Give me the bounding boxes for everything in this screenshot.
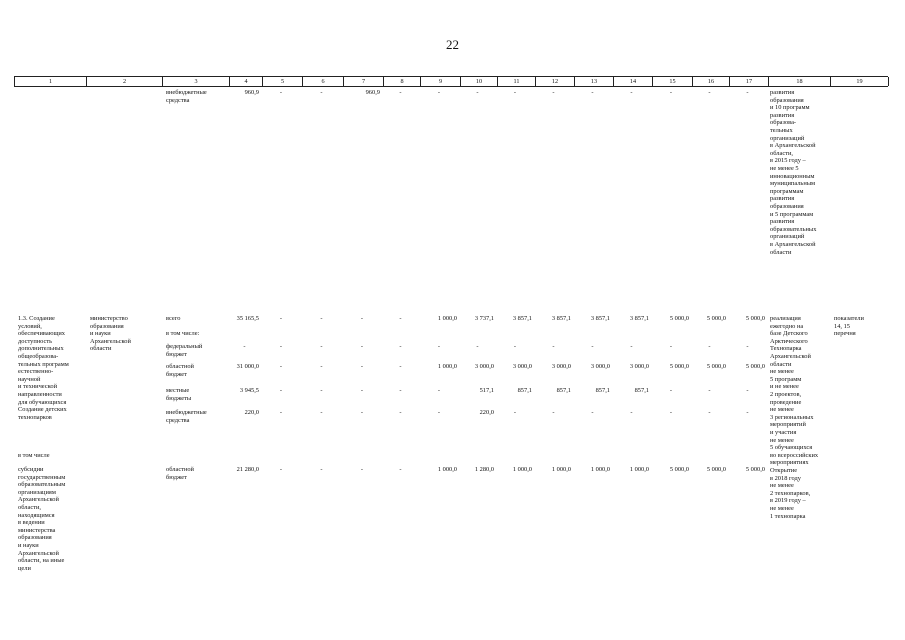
- measure-row-value: 3 857,1: [590, 315, 610, 322]
- measure-row-value: -: [513, 343, 517, 350]
- header-col-9: 9: [420, 77, 460, 86]
- subsidy-value: 1 000,0: [551, 466, 571, 473]
- measure-row-value: 5 000,0: [706, 315, 726, 322]
- measure-row-value: -: [320, 387, 323, 394]
- measure-row-value: -: [399, 315, 402, 322]
- measure-name: обеспечивающих: [18, 330, 66, 338]
- measure-row-value: 5 000,0: [669, 315, 689, 322]
- result-text: и участия: [770, 429, 797, 436]
- subsidy-name: в ведении: [18, 519, 45, 527]
- measure-row-value: 5 000,0: [745, 363, 765, 370]
- source-label: местные: [166, 387, 190, 394]
- measure-row-value: -: [746, 409, 749, 416]
- top-result-text: развития: [770, 89, 795, 96]
- measure-name: условий,: [18, 322, 42, 330]
- measure-row-value: -: [746, 387, 749, 394]
- subsidy-name: и науки: [18, 542, 39, 549]
- page-number: 22: [446, 37, 459, 52]
- executor-name: министерство: [90, 315, 128, 322]
- measure-row-value: -: [708, 409, 711, 416]
- top-result-text: не менее 5: [770, 165, 799, 172]
- header-col-6: 6: [302, 77, 343, 86]
- top-result-text: развития: [770, 195, 795, 203]
- indicators-text: 14, 15: [834, 322, 850, 330]
- measure-row-value: 857,1: [634, 387, 649, 394]
- measure-row-value: -: [360, 315, 364, 322]
- top-row-value: -: [513, 89, 517, 96]
- top-result-text: организаций: [770, 233, 805, 241]
- header-col-15: 15: [652, 77, 692, 86]
- measure-row-value: -: [279, 343, 283, 350]
- top-result-text: в Архангельской: [770, 142, 816, 150]
- source-label: средства: [166, 96, 190, 104]
- top-row-value: 960,9: [244, 89, 259, 96]
- measure-row-value: -: [360, 343, 364, 350]
- result-text: Архангельской: [770, 353, 811, 360]
- source-label: областной: [166, 363, 194, 370]
- measure-row-value: -: [630, 409, 633, 416]
- top-result-text: тельных: [770, 127, 793, 134]
- subsidy-name: государственным: [18, 473, 66, 481]
- result-text: Арктического: [770, 337, 808, 345]
- measure-row-value: -: [399, 387, 402, 394]
- top-row-value: -: [630, 89, 633, 96]
- measure-row-value: -: [552, 343, 555, 350]
- top-result-text: образования: [770, 96, 804, 104]
- top-result-text: инновационным: [770, 172, 815, 180]
- measure-name: дополнительных: [18, 345, 64, 353]
- top-row-value: -: [708, 89, 711, 96]
- source-label: всего: [166, 315, 181, 322]
- indicators-text: показатели: [834, 315, 864, 322]
- top-row-value: -: [746, 89, 749, 96]
- result-text: 1 технопарка: [770, 512, 806, 520]
- measure-row-value: -: [437, 387, 441, 394]
- result-text: области: [770, 360, 792, 368]
- result-text: реализация: [770, 315, 801, 322]
- header-col-13: 13: [574, 77, 613, 86]
- measure-row-value: -: [552, 409, 555, 416]
- measure-row-value: 3 857,1: [629, 315, 649, 322]
- measure-row-value: -: [360, 387, 364, 394]
- top-result-text: организаций: [770, 134, 805, 142]
- subsidy-name: находящимся: [18, 511, 55, 519]
- top-row-value: -: [320, 89, 323, 96]
- measure-row-value: -: [279, 387, 283, 394]
- source-label: внебюджетные: [166, 409, 207, 416]
- result-text: не менее: [770, 406, 794, 414]
- measure-name: для обучающихся: [18, 398, 67, 406]
- measure-row-value: -: [708, 343, 711, 350]
- measure-row-value: 3 857,1: [512, 315, 532, 322]
- measure-row-value: 857,1: [556, 387, 571, 394]
- result-text: не менее: [770, 436, 794, 444]
- measure-row-value: 3 000,0: [629, 363, 649, 370]
- result-text: во всероссийских: [770, 451, 819, 459]
- result-text: 5 программ: [770, 375, 802, 383]
- subsidy-name: области, на иные: [18, 557, 65, 565]
- top-row-value: -: [437, 89, 441, 96]
- result-text: ежегодно на: [770, 322, 804, 330]
- measure-name: Создание детских: [18, 406, 67, 414]
- top-result-text: муниципальным: [770, 180, 816, 188]
- measure-row-value: -: [360, 409, 364, 416]
- table-header-row: [14, 76, 888, 87]
- source-label: бюджеты: [166, 394, 192, 402]
- subsidy-value: 5 000,0: [745, 466, 765, 473]
- top-row-value: 960,9: [365, 89, 380, 96]
- subsidy-name: цели: [18, 564, 31, 572]
- top-row-value: -: [591, 89, 594, 96]
- measure-row-value: -: [630, 343, 633, 350]
- subsidy-value: 1 000,0: [512, 466, 532, 473]
- measure-row-value: -: [360, 363, 364, 370]
- result-text: Технопарка: [770, 345, 802, 353]
- top-result-text: развития: [770, 218, 795, 226]
- measure-row-value: 5 000,0: [745, 315, 765, 322]
- subsidy-value: -: [360, 466, 364, 473]
- result-text: 5 обучающихся: [770, 444, 813, 452]
- subsidy-name: области,: [18, 504, 41, 511]
- measure-row-value: 3 000,0: [474, 363, 494, 370]
- subsidy-value: 5 000,0: [706, 466, 726, 473]
- measure-name: технопарков: [18, 413, 52, 421]
- header-col-1: 1: [14, 77, 86, 86]
- measure-row-value: 1 000,0: [437, 363, 457, 370]
- source-label: федеральный: [166, 343, 203, 350]
- header-col-12: 12: [535, 77, 574, 86]
- top-row-value: -: [476, 89, 479, 96]
- header-col-11: 11: [497, 77, 535, 86]
- top-result-text: развития: [770, 111, 795, 119]
- measure-row-value: -: [513, 409, 517, 416]
- header-col-7: 7: [343, 77, 383, 86]
- measure-row-value: -: [591, 343, 594, 350]
- measure-row-value: -: [320, 343, 323, 350]
- measure-row-value: 3 857,1: [551, 315, 571, 322]
- result-text: не менее: [770, 482, 794, 490]
- header-col-19: 19: [830, 77, 889, 86]
- measure-name: и технической: [18, 383, 58, 391]
- header-col-10: 10: [460, 77, 497, 86]
- measure-row-value: -: [669, 387, 673, 394]
- top-result-text: образования: [770, 203, 804, 210]
- subsidy-value: 5 000,0: [669, 466, 689, 473]
- measure-row-value: -: [746, 343, 749, 350]
- result-text: не менее: [770, 368, 794, 376]
- result-text: мероприятиях: [770, 459, 809, 467]
- measure-row-value: -: [279, 363, 283, 370]
- result-text: мероприятий: [770, 421, 806, 429]
- measure-row-value: 3 000,0: [512, 363, 532, 370]
- source-label: бюджет: [166, 473, 187, 481]
- top-result-text: области,: [770, 149, 793, 157]
- result-text: 2 проектов,: [770, 391, 802, 398]
- source-label: средства: [166, 416, 190, 424]
- top-result-text: и 10 программ: [770, 104, 810, 112]
- header-col-4: 4: [229, 77, 262, 86]
- header-col-8: 8: [383, 77, 420, 86]
- top-result-text: образова-: [770, 119, 797, 127]
- subsidy-name: образовательным: [18, 481, 66, 489]
- header-col-16: 16: [692, 77, 729, 86]
- top-row-value: -: [669, 89, 673, 96]
- measure-row-value: -: [320, 363, 323, 370]
- measure-name: направленности: [18, 391, 62, 398]
- header-col-18: 18: [768, 77, 830, 86]
- subsidy-value: 1 000,0: [629, 466, 649, 473]
- measure-row-value: 31 000,0: [236, 363, 259, 370]
- top-result-text: в Архангельской: [770, 241, 816, 248]
- measure-row-value: 857,1: [517, 387, 532, 394]
- measure-row-value: 3 945,5: [239, 387, 259, 394]
- executor-name: и науки: [90, 330, 111, 338]
- subsidy-value: 1 000,0: [437, 466, 457, 473]
- subsidy-value: -: [399, 466, 402, 473]
- executor-name: образования: [90, 322, 124, 330]
- measure-name: научной: [18, 375, 41, 383]
- measure-row-value: -: [399, 343, 402, 350]
- measure-row-value: -: [320, 409, 323, 416]
- source-label: областной: [166, 466, 194, 473]
- measure-row-value: 5 000,0: [706, 363, 726, 370]
- header-col-2: 2: [86, 77, 162, 86]
- subsidy-name: организациям: [18, 488, 56, 496]
- measure-row-value: -: [708, 387, 711, 394]
- source-label: в том числе:: [166, 330, 200, 337]
- measure-row-value: -: [476, 343, 479, 350]
- measure-row-value: -: [279, 315, 283, 322]
- top-row-value: -: [552, 89, 555, 96]
- measure-row-value: -: [437, 409, 441, 416]
- top-row-value: -: [279, 89, 283, 96]
- measure-row-value: 3 737,1: [474, 315, 494, 322]
- measure-row-value: 220,0: [244, 409, 259, 416]
- measure-name: общеобразова-: [18, 353, 59, 360]
- result-text: Открытие: [770, 467, 798, 474]
- top-row-value: -: [399, 89, 402, 96]
- executor-name: Архангельской: [90, 337, 131, 345]
- executor-name: области: [90, 345, 112, 353]
- measure-row-value: -: [320, 315, 323, 322]
- measure-row-value: 517,1: [479, 387, 494, 394]
- measure-name: доступность: [18, 337, 53, 345]
- header-col-14: 14: [613, 77, 652, 86]
- subsidy-value: 1 280,0: [474, 466, 494, 473]
- top-result-text: образовательных: [770, 225, 817, 233]
- measure-name: естественно-: [18, 368, 54, 376]
- subsidy-name: образования: [18, 534, 52, 542]
- measure-row-value: -: [279, 409, 283, 416]
- subsidy-name: министерства: [18, 526, 56, 534]
- result-text: не менее: [770, 505, 794, 512]
- subsidy-value: -: [279, 466, 283, 473]
- top-result-text: и 5 программам: [770, 210, 814, 218]
- measure-row-value: -: [669, 343, 673, 350]
- header-col-17: 17: [729, 77, 768, 86]
- result-text: проведение: [770, 398, 802, 406]
- result-text: в 2018 году: [770, 474, 801, 482]
- result-text: и не менее: [770, 383, 799, 391]
- measure-row-value: -: [591, 409, 594, 416]
- measure-row-value: -: [669, 409, 673, 416]
- subsidy-name: Архангельской: [18, 496, 59, 504]
- source-label: бюджет: [166, 370, 187, 378]
- measure-row-value: 35 165,5: [236, 315, 259, 322]
- result-text: базе Детского: [770, 330, 808, 338]
- top-result-text: области: [770, 248, 792, 256]
- measure-row-value: -: [243, 343, 246, 350]
- subsidy-value: 21 280,0: [236, 466, 259, 473]
- measure-name: 1.3. Создание: [18, 315, 55, 322]
- measure-row-value: 3 000,0: [590, 363, 610, 370]
- measure-row-value: 857,1: [595, 387, 610, 394]
- measure-row-value: 3 000,0: [551, 363, 571, 370]
- source-label: бюджет: [166, 350, 187, 358]
- subsidy-name: Архангельской: [18, 549, 59, 557]
- result-text: 2 технопарков,: [770, 489, 811, 497]
- measure-name: тельных программ: [18, 360, 69, 368]
- subsidy-value: -: [320, 466, 323, 473]
- header-col-3: 3: [162, 77, 229, 86]
- in-that-number: в том числе: [18, 452, 50, 459]
- top-result-text: программам: [770, 187, 804, 195]
- measure-row-value: 220,0: [479, 409, 494, 416]
- result-text: 3 региональных: [770, 413, 814, 421]
- result-text: в 2019 году –: [770, 497, 806, 505]
- subsidy-value: 1 000,0: [590, 466, 610, 473]
- measure-row-value: -: [399, 409, 402, 416]
- top-result-text: в 2015 году –: [770, 157, 806, 165]
- indicators-text: перечня: [834, 330, 856, 338]
- header-col-5: 5: [262, 77, 302, 86]
- source-label: внебюджетные: [166, 89, 207, 96]
- measure-row-value: 1 000,0: [437, 315, 457, 322]
- measure-row-value: -: [399, 363, 402, 370]
- measure-row-value: -: [437, 343, 441, 350]
- subsidy-name: субсидии: [18, 466, 44, 473]
- measure-row-value: 5 000,0: [669, 363, 689, 370]
